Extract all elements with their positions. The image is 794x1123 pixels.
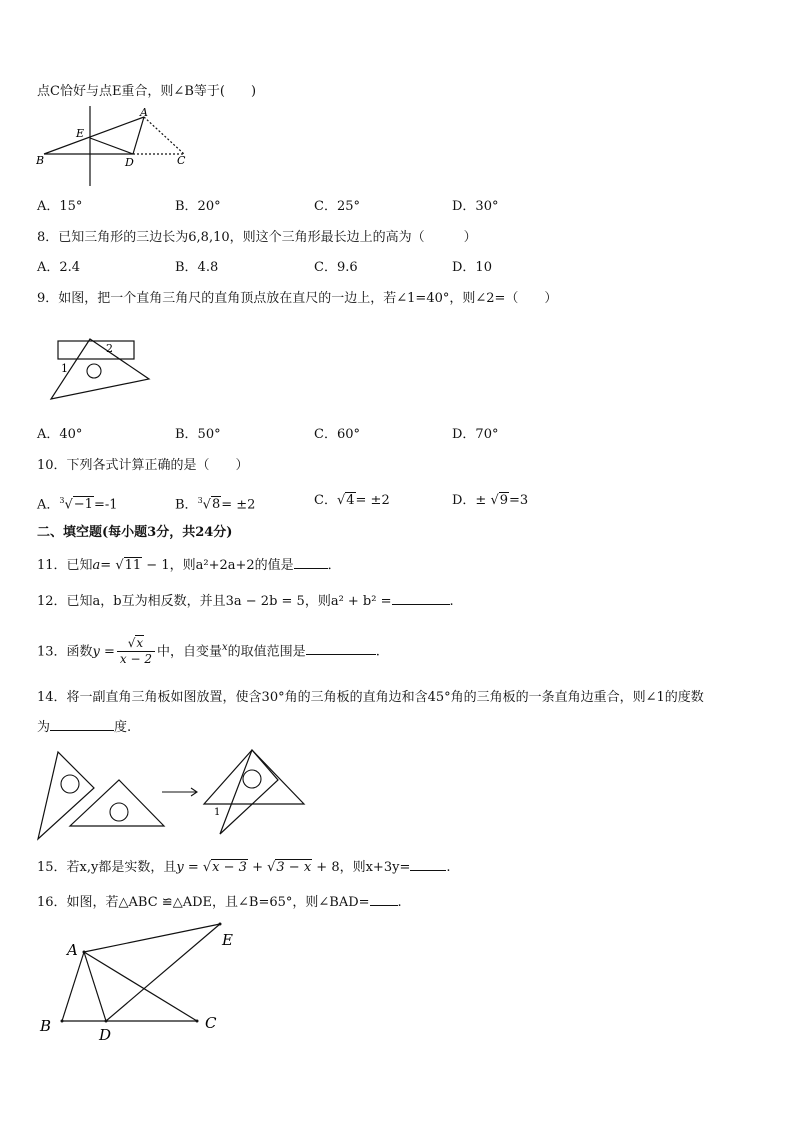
q10-d-rest: =3: [509, 493, 529, 508]
q13-rest: 的取值范围是: [227, 644, 306, 660]
q8-option-b: B．4.8: [175, 260, 219, 275]
q13-mid: 中，自变量: [157, 644, 223, 660]
q13-y-eq: y =: [92, 644, 115, 660]
q7-option-c: C．25°: [314, 199, 360, 214]
q12-answer-blank[interactable]: [392, 592, 450, 605]
q9-set-square-hole: [87, 364, 101, 378]
q15-sqrt-sign-1: √: [202, 860, 212, 875]
q16-label-D: D: [99, 1026, 112, 1044]
q16-segment-AD: [84, 952, 106, 1021]
q7-option-d: D．30°: [452, 199, 499, 214]
q9-option-d: D．70°: [452, 427, 499, 442]
q12: [37, 592, 454, 611]
q7-label-E: E: [76, 127, 85, 140]
q16-answer-blank[interactable]: [370, 893, 398, 906]
q10-d-prefix: D．±: [452, 493, 491, 508]
q11-minus: − 1: [142, 558, 170, 573]
q13-numerator-radicand: x: [136, 636, 144, 651]
q10-b-rest: = ±2: [221, 497, 256, 513]
q16-stem: 16．如图，若△ABC ≌△ADE，且∠B=65°，则∠BAD=: [37, 895, 370, 910]
q13-var: x: [222, 642, 228, 653]
q8-option-a: A．2.4: [37, 260, 81, 275]
q11-sqrt-sign: √: [115, 558, 124, 573]
q10-option-b: [175, 492, 255, 514]
q16-figure: [36, 918, 246, 1044]
q10-b-index: 3: [197, 496, 203, 505]
q10-c-radicand: 4: [346, 493, 355, 508]
q10-c-prefix: C．: [314, 493, 337, 508]
q14-combined-45: [204, 750, 304, 804]
q7-stem: 点C恰好与点E重合，则∠B等于( ): [37, 84, 257, 99]
q12-text: 12．已知a，b互为相反数，并且3a − 2b = 5，则a² + b² =: [37, 594, 392, 609]
q16-segment-AC: [84, 952, 197, 1021]
q12-end: .: [449, 594, 454, 609]
q15-radicand-2: 3 − x: [276, 860, 312, 875]
q16-segment-AE: [84, 924, 220, 952]
q11-prefix: 11．已知: [37, 558, 93, 573]
q7-segment-ED: [90, 138, 133, 154]
q16-point-E: [219, 923, 222, 926]
q15-prefix: 15．若x,y都是实数，且: [37, 860, 177, 875]
q15-plus: +: [247, 860, 268, 875]
q10-a-sqrt-sign: √: [64, 497, 73, 513]
q11-answer-blank[interactable]: [294, 556, 328, 569]
q14-line-1: 14．将一副直角三角板如图放置，使含30°角的三角板的直角边和含45°角的三角板的一条直角边重合，则∠1的度数: [37, 690, 704, 705]
q13: [37, 628, 380, 668]
q11-a-eq: a=: [92, 558, 116, 573]
q16-label-B: B: [40, 1017, 52, 1035]
q14-figure: [34, 742, 309, 842]
q7-label-A: A: [140, 106, 148, 119]
q15: [37, 858, 450, 877]
q14-prefix: 为: [37, 720, 51, 735]
q10-option-a: [37, 492, 118, 514]
q13-end: .: [375, 644, 380, 660]
q9-option-c: C．60°: [314, 427, 360, 442]
q11-radicand: 11: [124, 558, 142, 573]
q10-d-sqrt-sign: √: [490, 493, 499, 508]
q10-b-sqrt-sign: √: [202, 497, 211, 513]
q7-segment-BA: [44, 117, 144, 154]
q7-segment-AC-dotted: [144, 117, 184, 154]
q10-b-radicand: 8: [211, 497, 221, 513]
q9-option-a: A．40°: [37, 427, 83, 442]
q7-segment-AD: [133, 117, 144, 154]
q14-triangle-45-hole: [110, 803, 128, 821]
q14-combined-30: [220, 750, 278, 834]
q8-stem: 8．已知三角形的三边长为6,8,10，则这个三角形最长边上的高为（ ）: [37, 230, 477, 245]
q11-rest: ，则a²+2a+2的值是: [169, 558, 294, 573]
q14-triangle-30-hole: [61, 775, 79, 793]
q10-option-d: [452, 492, 528, 510]
q14-line-2: [37, 718, 131, 737]
q16-label-C: C: [205, 1014, 217, 1032]
q8-option-d: D．10: [452, 260, 492, 275]
q10-c-rest: = ±2: [355, 493, 390, 508]
q13-numerator: √x: [117, 636, 155, 652]
q7-option-a: A．15°: [37, 199, 83, 214]
q7-option-b: B．20°: [175, 199, 221, 214]
q10-c-sqrt-sign: √: [336, 493, 346, 508]
q10-a-index: 3: [59, 496, 65, 505]
q15-y-eq: y =: [176, 860, 199, 875]
q7-label-D: D: [125, 156, 134, 169]
q16-label-A: A: [67, 941, 78, 959]
q15-answer-blank[interactable]: [410, 858, 446, 871]
q9-figure: [46, 336, 156, 406]
q16-label-E: E: [222, 931, 233, 949]
q8-option-c: C．9.6: [314, 260, 358, 275]
q15-rest: + 8，则x+3y=: [312, 860, 411, 875]
q13-fraction: [117, 636, 155, 667]
q14-combined-hole: [243, 770, 261, 788]
q10-option-c: [314, 492, 390, 510]
q14-answer-blank[interactable]: [50, 718, 114, 731]
q16-segment-DE: [106, 924, 220, 1021]
q13-answer-blank[interactable]: [306, 642, 376, 655]
q14-suffix: 度.: [114, 720, 132, 735]
q10-stem: 10．下列各式计算正确的是（ ）: [37, 458, 249, 473]
q14-label-1: 1: [214, 807, 221, 818]
q11-end: ．: [327, 558, 341, 573]
q16-end: .: [397, 895, 402, 910]
q9-option-b: B．50°: [175, 427, 221, 442]
q13-denominator: x − 2: [119, 652, 153, 667]
q16-segment-AB: [62, 952, 84, 1021]
q15-end: .: [446, 860, 451, 875]
q7-figure: [36, 106, 196, 190]
q16: [37, 893, 402, 912]
q11: [37, 556, 341, 575]
q10-a-radicand: −1: [73, 497, 93, 513]
q7-label-C: C: [177, 154, 186, 167]
q15-radicand-1: x − 3: [212, 860, 247, 875]
q10-d-radicand: 9: [499, 493, 509, 508]
q10-a-rest: =-1: [93, 497, 118, 513]
q7-label-B: B: [36, 154, 45, 167]
q16-point-C: [196, 1020, 199, 1023]
q10-a-prefix: A．: [37, 497, 60, 513]
q9-stem: 9．如图，把一个直角三角尺的直角顶点放在直尺的一边上，若∠1=40°，则∠2=（ ）: [37, 291, 558, 306]
q10-b-prefix: B．: [175, 497, 198, 513]
q16-point-A: [83, 951, 86, 954]
q9-label-2: 2: [106, 342, 113, 355]
q16-point-D: [105, 1020, 108, 1023]
q13-prefix: 13．函数: [37, 644, 93, 660]
q16-point-B: [61, 1020, 64, 1023]
q9-label-1: 1: [61, 362, 68, 375]
q15-sqrt-sign-2: √: [267, 860, 276, 875]
section-2-heading: 二、填空题(每小题3分，共24分): [37, 525, 233, 540]
